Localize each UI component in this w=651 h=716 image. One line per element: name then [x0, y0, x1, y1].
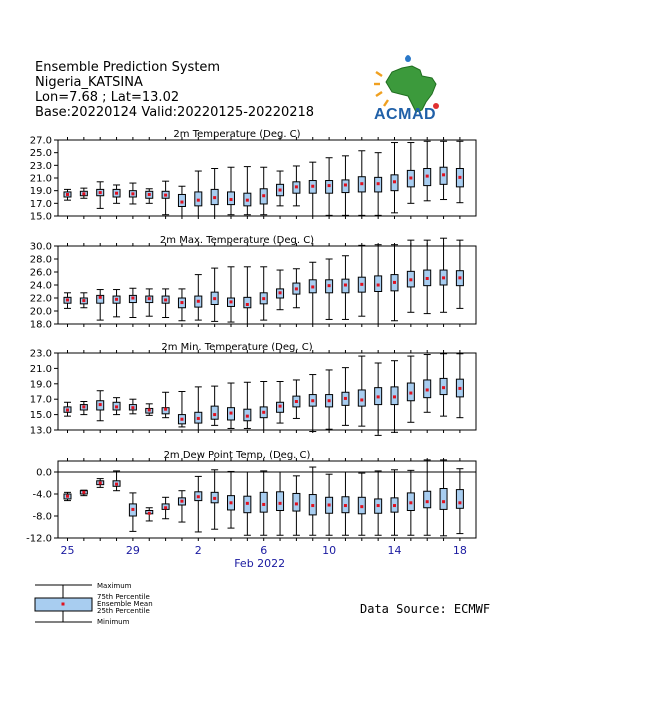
mean-marker — [295, 400, 298, 403]
mean-marker — [213, 413, 216, 416]
legend-mean-marker — [62, 603, 65, 606]
box-2022-01-28 — [113, 398, 120, 415]
box-2022-01-30 — [146, 508, 153, 521]
panel-1 — [30, 129, 476, 223]
box-2022-01-31 — [162, 392, 169, 417]
box-2022-02-09 — [309, 375, 316, 432]
box-2022-01-29 — [129, 399, 136, 414]
y-tick-label: 19.0 — [29, 186, 52, 198]
box-2022-02-17 — [440, 238, 447, 312]
mean-marker — [148, 408, 151, 411]
box-2022-01-28 — [113, 290, 120, 317]
box-2022-01-30 — [146, 289, 153, 316]
mean-marker — [279, 189, 282, 192]
box-2022-02-03 — [211, 169, 218, 217]
box-2022-02-04 — [228, 267, 235, 322]
mean-marker — [246, 502, 249, 505]
mean-marker — [409, 177, 412, 180]
mean-marker — [131, 192, 134, 195]
y-tick-label: 25.0 — [29, 148, 52, 160]
mean-marker — [230, 198, 233, 201]
mean-marker — [82, 491, 85, 494]
box-2022-02-12 — [358, 473, 365, 535]
y-tick-label: 26.0 — [29, 267, 52, 279]
box-2022-02-10 — [326, 259, 333, 319]
mean-marker — [246, 415, 249, 418]
mean-marker — [393, 504, 396, 507]
box-2022-01-29 — [129, 183, 136, 204]
mean-marker — [409, 501, 412, 504]
box-2022-02-05 — [244, 167, 251, 215]
box-2022-01-26 — [80, 490, 87, 496]
mean-marker — [344, 397, 347, 400]
box-2022-01-25 — [64, 492, 71, 500]
mean-marker — [197, 199, 200, 202]
box-2022-02-18 — [456, 141, 463, 202]
legend-p25: 25th Percentile — [97, 607, 150, 615]
panel-4 — [26, 450, 476, 545]
mean-marker — [148, 512, 151, 515]
box-2022-02-08 — [293, 166, 300, 206]
mean-marker — [99, 296, 102, 299]
iqr-box — [277, 492, 284, 511]
iqr-box — [178, 194, 185, 206]
box-2022-01-28 — [113, 185, 120, 203]
box-2022-02-04 — [228, 471, 235, 528]
box-2022-02-04 — [228, 383, 235, 428]
box-2022-02-10 — [326, 370, 333, 429]
x-tick-label: 2 — [194, 544, 202, 557]
box-2022-02-01 — [178, 491, 185, 522]
mean-marker — [458, 387, 461, 390]
mean-marker — [66, 408, 69, 411]
mean-marker — [230, 501, 233, 504]
x-tick-label: 6 — [260, 544, 268, 557]
mean-marker — [442, 173, 445, 176]
box-2022-02-07 — [277, 472, 284, 535]
box-2022-02-13 — [375, 471, 382, 535]
box-2022-02-02 — [195, 275, 202, 321]
box-2022-02-04 — [228, 167, 235, 215]
box-2022-02-13 — [375, 153, 382, 216]
mean-marker — [279, 502, 282, 505]
y-tick-label: 15.0 — [29, 410, 52, 422]
box-2022-02-12 — [358, 356, 365, 426]
box-2022-02-01 — [178, 289, 185, 321]
box-2022-02-17 — [440, 354, 447, 416]
mean-marker — [360, 505, 363, 508]
mean-marker — [328, 284, 331, 287]
mean-marker — [442, 386, 445, 389]
box-2022-02-03 — [211, 470, 218, 529]
y-tick-label: 21.0 — [29, 363, 52, 375]
mean-marker — [426, 277, 429, 280]
panel-title: 2m Min. Temperature (Deg. C) — [161, 342, 313, 353]
mean-marker — [213, 497, 216, 500]
mean-marker — [377, 395, 380, 398]
box-2022-02-02 — [195, 387, 202, 430]
iqr-box — [440, 489, 447, 510]
box-2022-01-29 — [129, 288, 136, 317]
mean-marker — [328, 184, 331, 187]
box-2022-02-06 — [260, 267, 267, 320]
y-tick-label: 23.0 — [29, 348, 52, 360]
mean-marker — [279, 291, 282, 294]
legend-p75: 75th Percentile — [97, 593, 150, 601]
mean-marker — [393, 395, 396, 398]
data-source: Data Source: ECMWF — [360, 602, 491, 616]
mean-marker — [115, 405, 118, 408]
box-2022-01-27 — [97, 182, 104, 209]
mean-marker — [377, 284, 380, 287]
iqr-box — [293, 493, 300, 511]
y-tick-label: 20.0 — [29, 306, 52, 318]
box-2022-02-07 — [277, 171, 284, 206]
legend-minimum: Minimum — [97, 618, 130, 626]
box-2022-02-15 — [407, 470, 414, 535]
mean-marker — [131, 406, 134, 409]
mean-marker — [344, 284, 347, 287]
y-tick-label: 13.0 — [29, 425, 52, 437]
box-2022-02-08 — [293, 380, 300, 419]
y-tick-label: 28.0 — [29, 254, 52, 266]
box-2022-02-06 — [260, 381, 267, 430]
mean-marker — [458, 276, 461, 279]
mean-marker — [99, 191, 102, 194]
box-2022-02-03 — [211, 268, 218, 321]
box-2022-01-31 — [162, 497, 169, 518]
y-tick-label: -12.0 — [26, 533, 52, 545]
mean-marker — [328, 399, 331, 402]
y-tick-label: 23.0 — [29, 160, 52, 172]
box-2022-02-16 — [424, 240, 431, 313]
iqr-box — [244, 297, 251, 307]
box-2022-02-09 — [309, 162, 316, 216]
x-tick-label: 10 — [322, 544, 337, 557]
mean-marker — [164, 408, 167, 411]
mean-marker — [197, 417, 200, 420]
mean-marker — [197, 300, 200, 303]
mean-marker — [246, 199, 249, 202]
mean-marker — [426, 500, 429, 503]
box-2022-02-01 — [178, 392, 185, 427]
box-2022-02-14 — [391, 143, 398, 213]
box-2022-02-10 — [326, 158, 333, 216]
box-2022-02-14 — [391, 470, 398, 535]
mean-marker — [197, 495, 200, 498]
mean-marker — [246, 303, 249, 306]
box-2022-02-09 — [309, 467, 316, 535]
box-2022-02-15 — [407, 143, 414, 204]
mean-marker — [131, 297, 134, 300]
mean-marker — [82, 405, 85, 408]
mean-marker — [82, 299, 85, 302]
box-2022-01-26 — [80, 402, 87, 415]
mean-marker — [377, 182, 380, 185]
box-2022-01-25 — [64, 402, 71, 416]
panel-2 — [30, 235, 476, 331]
iqr-box — [260, 492, 267, 512]
mean-marker — [328, 504, 331, 507]
mean-marker — [180, 201, 183, 204]
box-2022-01-27 — [97, 290, 104, 321]
box-2022-02-17 — [440, 141, 447, 199]
panel-title: 2m Max. Temperature (Deg. C) — [159, 235, 315, 246]
box-2022-02-15 — [407, 240, 414, 312]
box-2022-02-18 — [456, 240, 463, 308]
y-tick-label: -4.0 — [32, 489, 52, 501]
mean-marker — [311, 185, 314, 188]
legend-maximum: Maximum — [97, 582, 132, 590]
y-tick-label: 17.0 — [29, 198, 52, 210]
mean-marker — [66, 495, 69, 498]
iqr-box — [211, 406, 218, 419]
mean-marker — [442, 276, 445, 279]
box-2022-02-05 — [244, 382, 251, 428]
box-2022-02-12 — [358, 245, 365, 316]
mean-marker — [311, 285, 314, 288]
box-2022-01-27 — [97, 391, 104, 421]
box-2022-02-18 — [456, 469, 463, 534]
mean-marker — [458, 176, 461, 179]
mean-marker — [311, 399, 314, 402]
mean-marker — [311, 504, 314, 507]
mean-marker — [295, 502, 298, 505]
box-2022-02-09 — [309, 262, 316, 324]
y-tick-label: 19.0 — [29, 379, 52, 391]
box-2022-02-11 — [342, 472, 349, 535]
box-2022-02-05 — [244, 267, 251, 324]
y-tick-label: 17.0 — [29, 394, 52, 406]
chart-system-title: Ensemble Prediction System — [35, 60, 221, 75]
y-tick-label: 21.0 — [29, 173, 52, 185]
mean-marker — [213, 196, 216, 199]
box-2022-02-08 — [293, 269, 300, 308]
mean-marker — [115, 483, 118, 486]
mean-marker — [180, 500, 183, 503]
box-2022-02-15 — [407, 356, 414, 422]
y-tick-label: 0.0 — [36, 467, 52, 479]
mean-marker — [377, 504, 380, 507]
box-2022-02-14 — [391, 245, 398, 321]
box-2022-02-14 — [391, 361, 398, 433]
box-2022-01-28 — [113, 471, 120, 491]
box-2022-02-02 — [195, 476, 202, 532]
box-2022-02-11 — [342, 368, 349, 426]
mean-marker — [262, 411, 265, 414]
mean-marker — [99, 482, 102, 485]
y-tick-label: 15.0 — [29, 211, 52, 223]
x-tick-label: 25 — [60, 544, 75, 557]
x-tick-label: 14 — [387, 544, 402, 557]
legend-mean: Ensemble Mean — [97, 600, 153, 608]
mean-marker — [66, 193, 69, 196]
mean-marker — [360, 182, 363, 185]
x-tick-label: 29 — [125, 544, 140, 557]
mean-marker — [115, 192, 118, 195]
mean-marker — [262, 194, 265, 197]
mean-marker — [360, 398, 363, 401]
y-tick-label: 18.0 — [29, 319, 52, 331]
box-2022-01-31 — [162, 181, 169, 215]
mean-marker — [213, 297, 216, 300]
mean-marker — [426, 388, 429, 391]
box-2022-02-08 — [293, 476, 300, 535]
mean-marker — [279, 405, 282, 408]
box-2022-02-18 — [456, 354, 463, 418]
box-2022-01-31 — [162, 289, 169, 318]
coordinates: Lon=7.68 ; Lat=13.02 — [35, 90, 180, 105]
box-2022-02-01 — [178, 186, 185, 216]
mean-marker — [148, 297, 151, 300]
mean-marker — [409, 278, 412, 281]
box-2022-02-11 — [342, 156, 349, 216]
iqr-box — [424, 491, 431, 508]
logo-text: ACMAD — [374, 106, 437, 123]
box-2022-02-13 — [375, 363, 382, 435]
location-name: Nigeria_KATSINA — [35, 75, 143, 90]
mean-marker — [262, 297, 265, 300]
mean-marker — [426, 175, 429, 178]
y-tick-label: 27.0 — [29, 135, 52, 147]
mean-marker — [442, 500, 445, 503]
mean-marker — [180, 301, 183, 304]
mean-marker — [295, 287, 298, 290]
box-2022-02-06 — [260, 471, 267, 535]
mean-marker — [262, 503, 265, 506]
box-2022-02-16 — [424, 355, 431, 413]
box-2022-01-26 — [80, 188, 87, 198]
box-2022-02-12 — [358, 151, 365, 216]
box-2022-02-16 — [424, 141, 431, 201]
mean-marker — [115, 298, 118, 301]
mean-marker — [230, 300, 233, 303]
mean-marker — [393, 180, 396, 183]
x-axis-label: Feb 2022 — [234, 557, 286, 570]
mean-marker — [409, 392, 412, 395]
box-2022-01-25 — [64, 189, 71, 200]
mean-marker — [180, 418, 183, 421]
mean-marker — [164, 298, 167, 301]
mean-marker — [82, 192, 85, 195]
box-2022-01-30 — [146, 404, 153, 416]
y-tick-label: 24.0 — [29, 280, 52, 292]
box-2022-02-02 — [195, 171, 202, 216]
mean-marker — [66, 298, 69, 301]
mean-marker — [148, 193, 151, 196]
box-2022-01-25 — [64, 293, 71, 309]
box-2022-01-29 — [129, 493, 136, 532]
box-2022-02-07 — [277, 381, 284, 423]
panel-3 — [30, 342, 476, 437]
mean-marker — [393, 281, 396, 284]
box-2022-02-07 — [277, 270, 284, 310]
mean-marker — [164, 506, 167, 509]
base-valid-dates: Base:20220124 Valid:20220125-20220218 — [35, 105, 315, 120]
box-2022-01-26 — [80, 293, 87, 308]
box-2022-02-13 — [375, 245, 382, 324]
box-2022-02-06 — [260, 167, 267, 215]
mean-marker — [230, 412, 233, 415]
box-2022-01-30 — [146, 189, 153, 204]
mean-marker — [458, 501, 461, 504]
box-2022-02-16 — [424, 460, 431, 535]
mean-marker — [99, 403, 102, 406]
mean-marker — [131, 508, 134, 511]
x-tick-label: 18 — [452, 544, 467, 557]
y-tick-label: 30.0 — [29, 241, 52, 253]
mean-marker — [360, 283, 363, 286]
mean-marker — [295, 185, 298, 188]
mean-marker — [344, 504, 347, 507]
box-2022-02-17 — [440, 460, 447, 536]
y-tick-label: -8.0 — [32, 511, 52, 523]
box-2022-01-27 — [97, 479, 104, 488]
box-2022-02-03 — [211, 386, 218, 425]
box-2022-02-11 — [342, 256, 349, 320]
box-2022-02-10 — [326, 474, 333, 535]
panel-title: 2m Temperature (Deg. C) — [173, 129, 301, 140]
y-tick-label: 22.0 — [29, 293, 52, 305]
iqr-box — [456, 490, 463, 509]
mean-marker — [344, 183, 347, 186]
box-2022-02-05 — [244, 472, 251, 535]
panel-title: 2m Dew Point Temp. (Deg. C) — [163, 450, 311, 461]
chart-legend — [35, 582, 153, 626]
iqr-box — [358, 390, 365, 406]
mean-marker — [164, 194, 167, 197]
